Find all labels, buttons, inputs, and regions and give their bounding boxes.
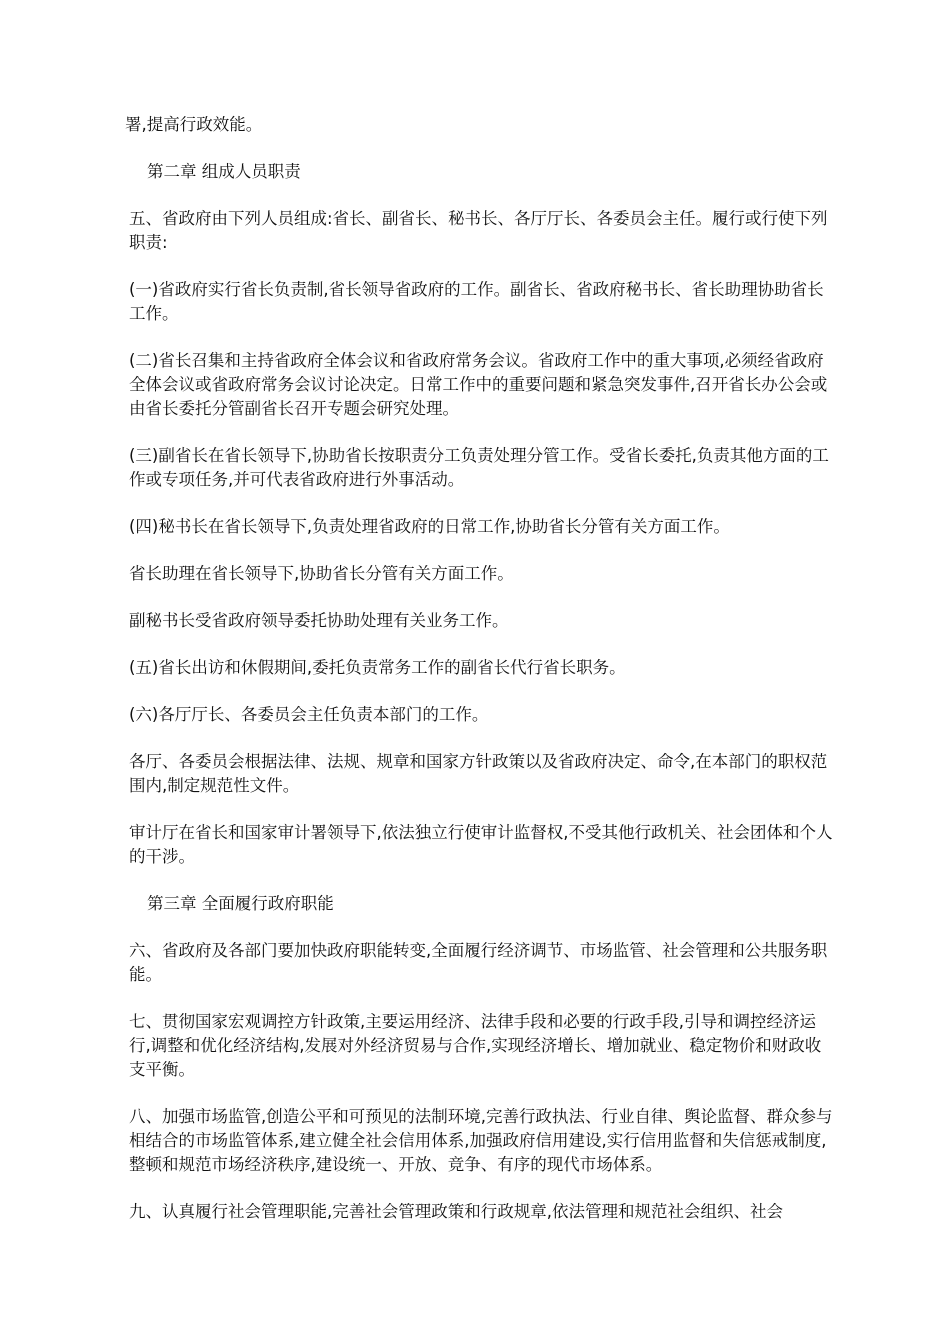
paragraph-item-7: 七、贯彻国家宏观调控方针政策,主要运用经济、法律手段和必要的行政手段,引导和调控经济运行,调整和优化经济结构,发展对外经济贸易与合作,实现经济增长、增加就业、稳定物价和财政收支平衡。	[129, 1012, 822, 1079]
chapter-heading-2: 第二章 组成人员职责	[147, 162, 301, 181]
paragraph-sub-3: (三)副省长在省长领导下,协助省长按职责分工负责处理分管工作。受省长委托,负责其他方面的工作或专项任务,并可代表省政府进行外事活动。	[129, 446, 829, 489]
paragraph-item-5: 五、省政府由下列人员组成:省长、副省长、秘书长、各厅厅长、各委员会主任。履行或行使下列职责:	[129, 209, 828, 252]
paragraph-item-6: 六、省政府及各部门要加快政府职能转变,全面履行经济调节、市场监管、社会管理和公共服务职能。	[129, 941, 828, 984]
chapter-heading-3: 第三章 全面履行政府职能	[147, 894, 334, 913]
paragraph-1: 署,提高行政效能。	[125, 115, 263, 134]
paragraph-sub-2: (二)省长召集和主持省政府全体会议和省政府常务会议。省政府工作中的重大事项,必须经省政府全体会议或省政府常务会议讨论决定。日常工作中的重要问题和紧急突发事件,召开省长办公会或由省长委托分管副省长召开专题会研究处理。	[129, 351, 828, 418]
paragraph-sub-6: (六)各厅厅长、各委员会主任负责本部门的工作。	[129, 705, 489, 724]
paragraph-audit: 审计厅在省长和国家审计署领导下,依法独立行使审计监督权,不受其他行政机关、社会团体和个人的干涉。	[129, 823, 833, 866]
paragraph-item-9: 九、认真履行社会管理职能,完善社会管理政策和行政规章,依法管理和规范社会组织、社会	[129, 1202, 783, 1221]
document-page	[125, 113, 837, 1224]
paragraph-sub-1: (一)省政府实行省长负责制,省长领导省政府的工作。副省长、省政府秘书长、省长助理协助省长工作。	[129, 280, 824, 323]
paragraph-deputy-secretary: 副秘书长受省政府领导委托协助处理有关业务工作。	[129, 611, 509, 630]
paragraph-departments: 各厅、各委员会根据法律、法规、规章和国家方针政策以及省政府决定、命令,在本部门的职权范围内,制定规范性文件。	[129, 752, 828, 795]
paragraph-sub-4: (四)秘书长在省长领导下,负责处理省政府的日常工作,协助省长分管有关方面工作。	[129, 517, 730, 536]
paragraph-sub-5: (五)省长出访和休假期间,委托负责常务工作的副省长代行省长职务。	[129, 658, 626, 677]
paragraph-item-8: 八、加强市场监管,创造公平和可预见的法制环境,完善行政执法、行业自律、舆论监督、群众参与相结合的市场监管体系,建立健全社会信用体系,加强政府信用建设,实行信用监督和失信惩戒制度,整顿和规范市场经济秩序,建设统一、开放、竞争、有序的现代市场体系。	[129, 1107, 833, 1174]
paragraph-assistant: 省长助理在省长领导下,协助省长分管有关方面工作。	[129, 564, 514, 583]
